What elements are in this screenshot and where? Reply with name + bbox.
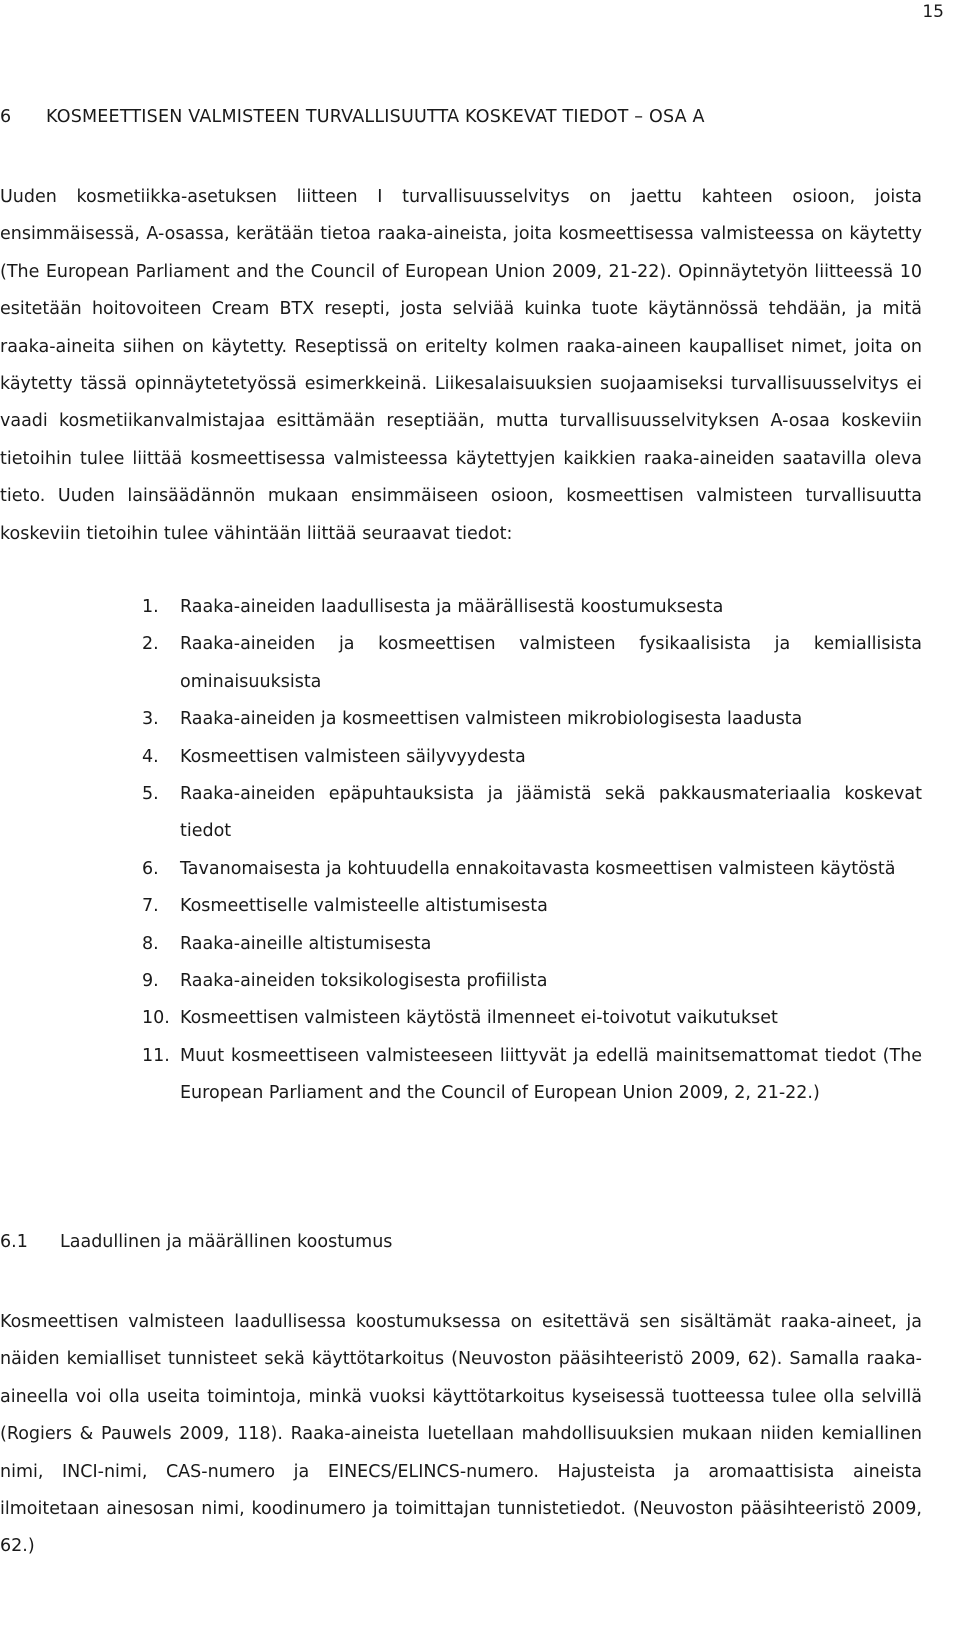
list-item-text: Raaka-aineiden laadullisesta ja määrällisestä koostumuksesta xyxy=(180,597,724,617)
list-item-text: Raaka-aineiden epäpuhtauksista ja jäämistä sekä pakkausmateriaalia koskevat tiedot xyxy=(180,784,922,842)
list-item-text: Muut kosmeettiseen valmisteeseen liittyvät ja edellä mainitsemattomat tiedot (The European Parliament and the Council of European Union 2009, 2, 21-22.) xyxy=(180,1045,922,1104)
list-item-text: Raaka-aineiden toksikologisesta profiilista xyxy=(180,971,548,992)
list-item-number: 4. xyxy=(142,746,159,767)
page-number: 15 xyxy=(922,2,944,22)
list-item-number: 8. xyxy=(142,933,159,954)
section-number: 6 xyxy=(0,107,12,127)
intro-paragraph: Uuden kosmetiikka-asetuksen liitteen I turvallisuusselvitys on jaettu kahteen osioon, joista ensimmäisessä, A-osassa, kerätään tietoa raaka-aineista, joita kosmeettisessa valmisteessa on käytetty (The European Parliament and the Council of European Union 2009, 21-22). Opinnäytetyön liitteessä 10 esitetään hoitovoiteen Cream BTX resepti, josta selviää kuinka tuote käytännössä tehdään, ja mitä raaka-aineita siihen on käytetty. Reseptissä on eritelty kolmen raaka-aineen kaupalliset nimet, joita on käytetty tässä opinnäytetetyössä esimerkkeinä. Liikesalaisuuksien suojaamiseksi turvallisuusselvitys ei vaadi kosmetiikanvalmistajaa esittämään reseptiään, mutta turvallisuusselvityksen A-osaa koskeviin tietoihin tulee liittää kosmeettisessa valmisteessa käytettyjen kaikkien raaka-aineiden saatavilla oleva tieto. Uuden lainsäädännön mukaan ensimmäiseen osioon, kosmeettisen valmisteen turvallisuutta koskeviin tietoihin tulee vähintään liittää seuraavat tiedot: xyxy=(0,187,922,544)
list-item-number: 6. xyxy=(142,858,159,879)
subsection-title: Laadullinen ja määrällinen koostumus xyxy=(60,1232,393,1252)
list-item xyxy=(142,776,922,851)
list-item-number: 3. xyxy=(142,709,159,730)
list-item-text: Kosmeettisen valmisteen käytöstä ilmenneet ei-toivotut vaikutukset xyxy=(180,1008,778,1029)
list-item xyxy=(142,1038,922,1113)
list-item xyxy=(142,1000,922,1037)
list-item-number: 10. xyxy=(142,1008,170,1029)
list-item-number: 9. xyxy=(142,971,159,992)
list-item-number: 2. xyxy=(142,634,159,655)
list-item-number: 7. xyxy=(142,896,159,917)
list-item xyxy=(142,626,922,701)
subsection-heading xyxy=(0,1232,392,1252)
list-item-text: Kosmeettiselle valmisteelle altistumisesta xyxy=(180,896,548,917)
list-item xyxy=(142,739,922,776)
list-item-text: Tavanomaisesta ja kohtuudella ennakoitavasta kosmeettisen valmisteen käytöstä xyxy=(180,858,896,879)
list-item-text: Raaka-aineille altistumisesta xyxy=(180,933,432,954)
list-item-number: 1. xyxy=(142,597,159,617)
section-heading xyxy=(0,107,705,127)
list-item-text: Raaka-aineiden ja kosmeettisen valmisteen fysikaalisista ja kemiallisista ominaisuuksista xyxy=(180,634,922,692)
list-item xyxy=(142,926,922,963)
list-item xyxy=(142,851,922,888)
subsection-paragraph: Kosmeettisen valmisteen laadullisessa koostumuksessa on esitettävä sen sisältämät raaka-aineet, ja näiden kemialliset tunnisteet sekä käyttötarkoitus (Neuvoston pääsihteeristö 2009, 62). Samalla raaka-aineella voi olla useita toimintoja, minkä vuoksi käyttötarkoitus kyseisessä tuotteessa tulee olla selvillä (Rogiers & Pauwels 2009, 118). Raaka-aineista luetellaan mahdollisuuksien mukaan niiden kemiallinen nimi, INCI-nimi, CAS-numero ja EINECS/ELINCS-numero. Hajusteista ja aromaattisista aineista ilmoitetaan ainesosan nimi, koodinumero ja toimittajan tunnistetiedot. (Neuvoston pääsihteeristö 2009, 62.) xyxy=(0,1312,922,1557)
requirements-list xyxy=(142,589,922,1113)
list-item-text: Raaka-aineiden ja kosmeettisen valmisteen mikrobiologisesta laadusta xyxy=(180,709,803,730)
list-item xyxy=(142,701,922,738)
section-title: KOSMEETTISEN VALMISTEEN TURVALLISUUTTA KOSKEVAT TIEDOT – OSA A xyxy=(46,107,705,127)
list-item-number: 5. xyxy=(142,784,159,805)
list-item-text: Kosmeettisen valmisteen säilyvyydesta xyxy=(180,746,526,767)
list-item xyxy=(142,888,922,925)
list-item xyxy=(142,589,922,626)
list-item xyxy=(142,963,922,1000)
subsection-number: 6.1 xyxy=(0,1232,28,1252)
list-item-number: 11. xyxy=(142,1045,170,1066)
